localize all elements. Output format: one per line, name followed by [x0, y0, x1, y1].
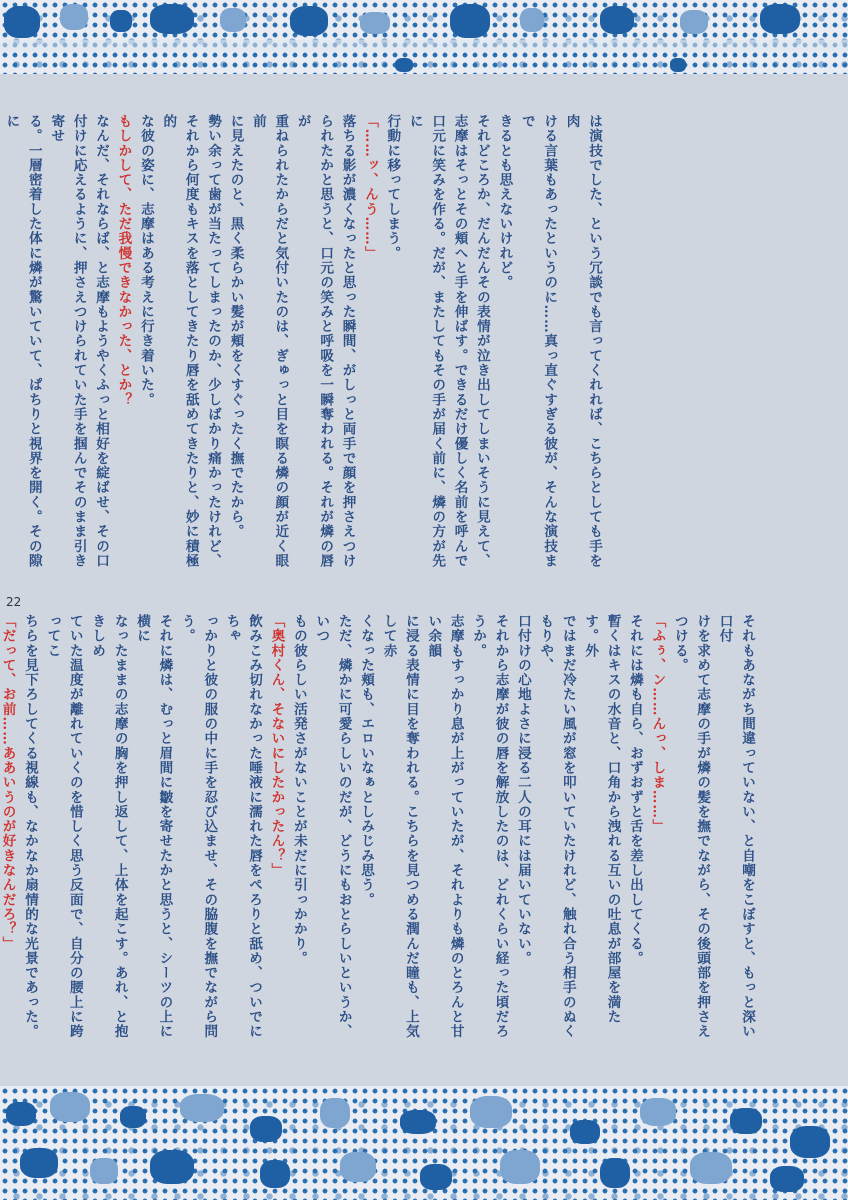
- text-line: それから志摩が彼の唇を解放したのは、どれくらい経った頃だろうか。: [470, 614, 509, 1039]
- text-line: それには燐も自ら、おずおずと舌を差し出してくる。: [626, 614, 643, 966]
- text-line: くなった頬も、エロいなぁとしみじみ思う。: [358, 614, 375, 907]
- text-line: もの彼らしい活発さがないことが未だに引っかかり。: [290, 614, 307, 966]
- text-line: 落ちる影が濃くなったと思った瞬間、がしっと両手で顔を押さえつけ: [339, 114, 356, 569]
- text-line: ではまだ冷たい風が窓を叩いていたけれど、触れ合う相手のぬくもりや、: [537, 614, 576, 1039]
- text-line: それに燐は、むっと眉間に皺を寄せたかと思うと、シーツの上に横に: [134, 614, 173, 1039]
- text-line: に浸る表情に目を奪われる。こちらを見つめる潤んだ瞳も、上気して赤: [380, 614, 419, 1039]
- text-line: ただ、燐かに可愛らしいのだが、どうにもおとらしいというか、いつ: [313, 614, 352, 1039]
- text-line: ちらを見下ろしてくる視線も、なかなか扇情的な光景であった。: [22, 614, 38, 1039]
- text-line: それもあながち間違っていない、と自嘲をこぼすと、もっと深い口付: [716, 614, 755, 1039]
- text-line: 志摩もすっかり息が上がっていたが、それよりも燐のとろんと甘い余韻: [425, 614, 464, 1039]
- text-line: 「……ッ、んう……」: [361, 114, 378, 261]
- text-line: それどころか、だんだんその表情が泣き出してしまいそうに見えて、: [473, 114, 490, 569]
- text-line: ていた温度が離れていくのを惜しく思う反面で、自分の腰上に跨ってこ: [44, 614, 83, 1039]
- text-line: 暫くはキスの水音と、口角から洩れる互いの吐息が部屋を満たす。外: [582, 614, 621, 1025]
- text-line: 口付けの心地よさに浸る二人の耳には届いていない。: [514, 614, 531, 966]
- text-line: 飲みこみ切れなかった唾液に濡れた唇をぺろりと舐め、ついでにちゃ: [223, 614, 263, 1039]
- text-line: ける言葉もあったというのに……真っ直ぐすぎる彼が、そんな演技まで: [518, 114, 558, 569]
- text-line: 志摩はそっとその頬へと手を伸ばす。できるだけ優しく名前を呼んで: [451, 114, 468, 569]
- text-line: られたかと思うと、口元の笑みと呼吸を一瞬奪われる。それが燐の唇が: [294, 114, 334, 569]
- text-line: っかりと彼の服の中に手を忍び込ませ、その脇腹を撫でながら問う。: [178, 614, 218, 1039]
- text-line: なったままの志摩の胸を押し返して、上体を起こす。あれ、と抱きしめ: [89, 614, 128, 1039]
- text-line: 勢い余って歯が当たってしまったのか、少しばかり痛かったけれど、: [205, 114, 222, 569]
- text-line: 口元に笑みを作る。だが、またしてもその手が届く前に、燐の方が先に: [406, 114, 446, 569]
- upper-text-block: [3, 114, 605, 571]
- text-line: なんだ、それならば、と志摩もようやくふっと相好を綻ばせ、その口: [93, 114, 110, 569]
- lower-text-block: [0, 614, 758, 1046]
- text-line: それから何度もキスを落としてきたり唇を舐めてきたりと、妙に積極的: [160, 114, 199, 569]
- text-line: 「だって、お前……ああいうのが好きなんだろ？」: [0, 614, 16, 951]
- bottom-decorative-border: [0, 1086, 848, 1200]
- text-line: もしかして、ただ我慢できなかった、とか？: [115, 114, 132, 407]
- text-line: けを求めて志摩の手が燐の髪を撫でながら、その後頭部を押さえつける。: [671, 614, 711, 1039]
- text-line: 「奥村くん、そないにしたかったん？」: [268, 614, 285, 878]
- text-line: な彼の姿に、志摩はある考えに行き着いた。: [137, 114, 154, 407]
- text-line: 重ねられたからだと気付いたのは、ぎゅっと目を瞑る燐の顔が近く眼前: [249, 114, 289, 569]
- text-line: る。一層密着した体に燐が驚いていて、ぱちりと視界を開く。その隙に: [3, 114, 42, 569]
- text-line: きるとも思えないけれど。: [496, 114, 513, 290]
- text-line: 行動に移ってしまう。: [384, 114, 401, 261]
- text-line: 付けに応えるように、押さえつけられていた手を掴んでそのまま引き寄せ: [48, 114, 87, 569]
- page-number: 22: [6, 595, 22, 609]
- text-line: 「ふぅ、ン……んっ、しま……」: [649, 614, 666, 834]
- text-line: は演技でした、という冗談でも言ってくれれば、こちらとしても手を肉: [563, 114, 602, 569]
- text-line: に見えたのと、黒く柔らかい髪が頬をくすぐったく撫でたから。: [227, 114, 244, 539]
- top-decorative-border: [0, 0, 848, 74]
